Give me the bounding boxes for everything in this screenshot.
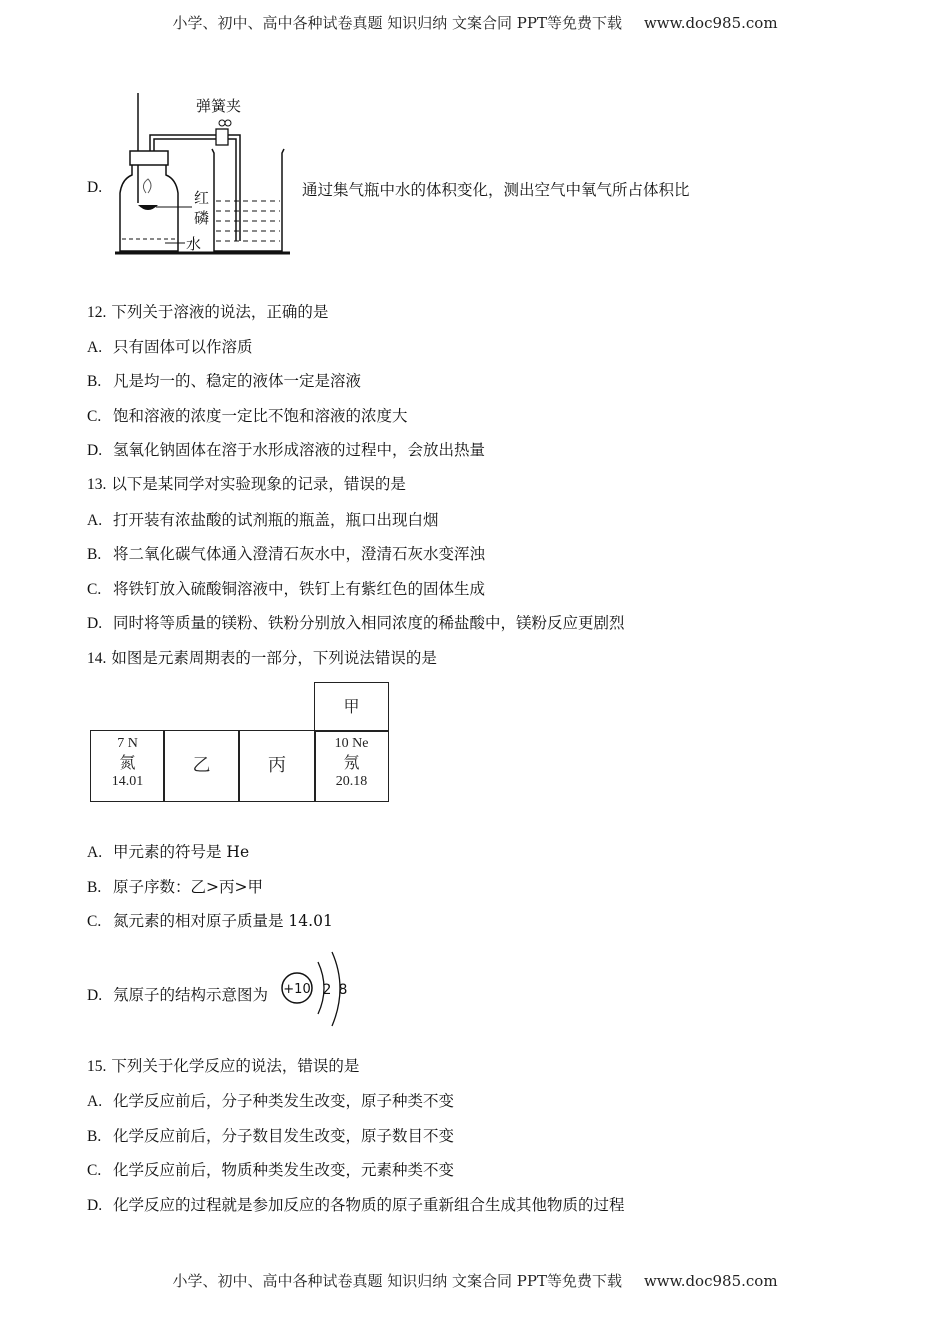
header-site: www.doc985.com — [643, 14, 778, 32]
apparatus-figure — [110, 93, 300, 263]
label-water: 水 — [186, 235, 202, 253]
q13-option-d: D. 同时将等质量的镁粉、铁粉分别放入相同浓度的稀盐酸中，镁粉反应更剧烈 — [87, 614, 625, 632]
q14-option-a: A. 甲元素的符号是 He — [87, 843, 250, 861]
q11-option-d-text: 通过集气瓶中水的体积变化，测出空气中氧气所占体积比 — [302, 181, 690, 199]
cell-bing: 丙 — [238, 730, 316, 802]
q15-option-a: A. 化学反应前后，分子种类发生改变，原子种类不变 — [87, 1092, 455, 1110]
q14-option-c: C. 氮元素的相对原子质量是 14.01 — [87, 912, 333, 930]
footer-site: www.doc985.com — [643, 1272, 778, 1290]
label-clamp: 弹簧夹 — [196, 97, 242, 115]
q12-option-a: A. 只有固体可以作溶质 — [87, 338, 253, 356]
header-text: 小学、初中、高中各种试卷真题 知识归纳 文案合同 PPT等免费下载 — [172, 14, 622, 32]
atom-shell-2: 8 — [338, 982, 348, 998]
label-phosphorus: 磷 — [194, 209, 210, 227]
q12-option-d: D. 氢氧化钠固体在溶于水形成溶液的过程中，会放出热量 — [87, 441, 486, 459]
page-header — [0, 12, 950, 33]
q12-option-b: B. 凡是均一的、稳定的液体一定是溶液 — [87, 372, 362, 390]
q15-option-b: B. 化学反应前后，分子数目发生改变，原子数目不变 — [87, 1127, 455, 1145]
q13-stem: 13. 以下是某同学对实验现象的记录，错误的是 — [87, 475, 406, 493]
q13-option-b: B. 将二氧化碳气体通入澄清石灰水中，澄清石灰水变浑浊 — [87, 545, 486, 563]
q14-stem: 14. 如图是元素周期表的一部分，下列说法错误的是 — [87, 649, 437, 667]
cell-jia: 甲 — [314, 682, 389, 732]
q14-option-b: B. 原子序数：乙>丙>甲 — [87, 878, 263, 896]
cell-nitrogen: 7 N 氮 14.01 — [90, 730, 165, 802]
cell-yi: 乙 — [163, 730, 240, 802]
periodic-table-fragment — [90, 682, 390, 802]
q14-option-d: D. 氖原子的结构示意图为 — [87, 986, 269, 1004]
cell-neon: 10 Ne 氖 20.18 — [314, 730, 389, 802]
atom-shell-1: 2 — [322, 982, 332, 998]
q15-option-c: C. 化学反应前后，物质种类发生改变，元素种类不变 — [87, 1161, 455, 1179]
q15-option-d: D. 化学反应的过程就是参加反应的各物质的原子重新组合生成其他物质的过程 — [87, 1196, 625, 1214]
q13-option-a: A. 打开装有浓盐酸的试剂瓶的瓶盖，瓶口出现白烟 — [87, 511, 439, 529]
page-footer — [0, 1270, 950, 1291]
q12-stem: 12. 下列关于溶液的说法，正确的是 — [87, 303, 329, 321]
neon-atom-diagram — [280, 950, 360, 1034]
label-red: 红 — [194, 189, 210, 207]
q13-option-c: C. 将铁钉放入硫酸铜溶液中，铁钉上有紫红色的固体生成 — [87, 580, 486, 598]
q15-stem: 15. 下列关于化学反应的说法，错误的是 — [87, 1057, 360, 1075]
atom-nucleus: +10 — [283, 982, 311, 997]
q12-option-c: C. 饱和溶液的浓度一定比不饱和溶液的浓度大 — [87, 407, 408, 425]
footer-text: 小学、初中、高中各种试卷真题 知识归纳 文案合同 PPT等免费下载 — [172, 1272, 622, 1290]
q11-option-d-letter: D. — [87, 179, 103, 196]
